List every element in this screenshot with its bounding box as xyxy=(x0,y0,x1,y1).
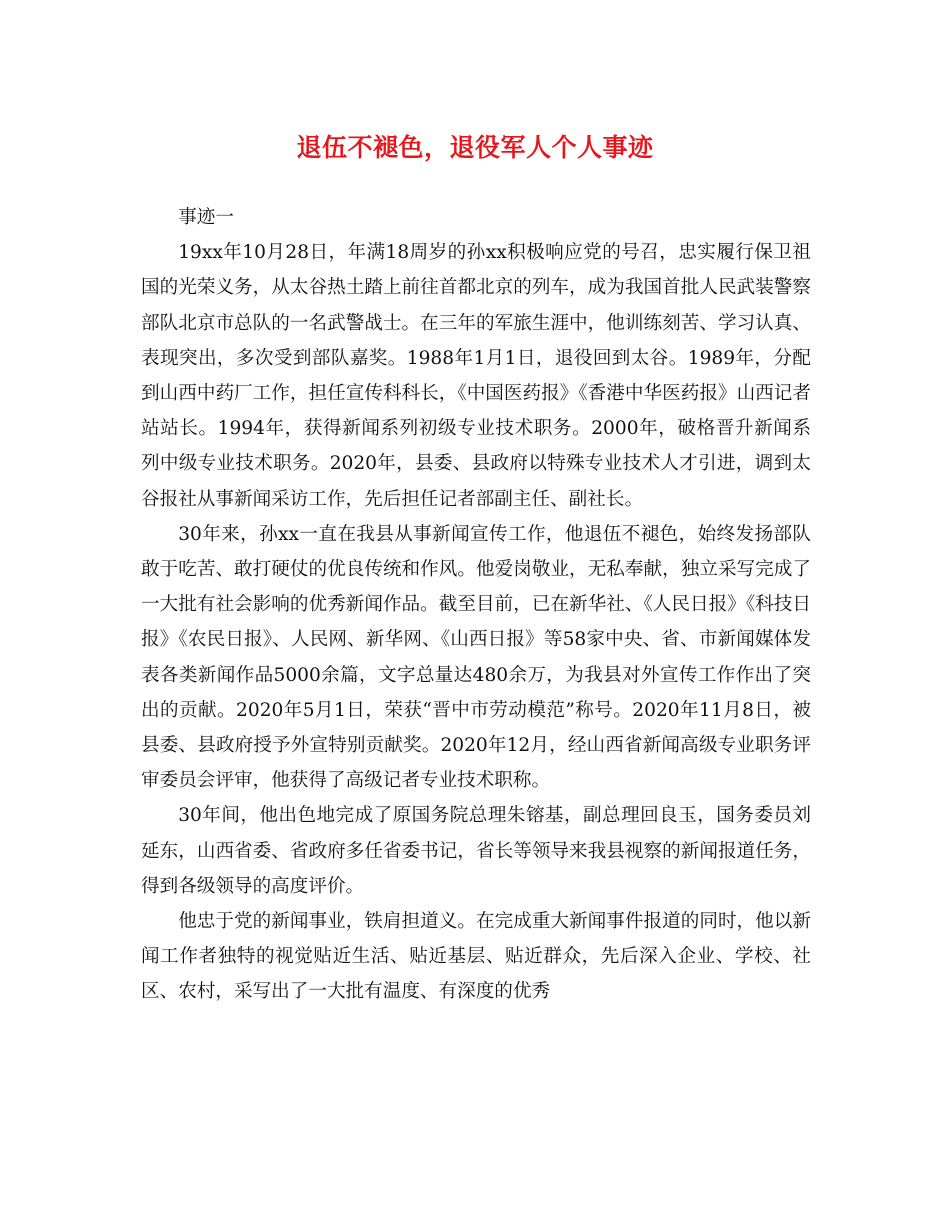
paragraph: 30年间，他出色地完成了原国务院总理朱镕基，副总理回良玉，国务委员刘延东，山西省委、省政府多任省委书记，省长等领导来我县视察的新闻报道任务，得到各级领导的高度评价。 xyxy=(141,805,811,897)
document-body xyxy=(141,200,811,1010)
paragraph: 他忠于党的新闻事业，铁肩担道义。在完成重大新闻事件报道的同时，他以新闻工作者独特的视觉贴近生活、贴近基层、贴近群众，先后深入企业、学校、社区、农村，采写出了一大批有温度、有深度的优秀 xyxy=(141,911,811,1003)
document-title: 退伍不褪色，退役军人个人事迹 xyxy=(296,133,654,162)
section-heading: 事迹一 xyxy=(178,207,234,228)
paragraph: 19xx年10月28日，年满18周岁的孙xx积极响应党的号召，忠实履行保卫祖国的光荣义务，从太谷热土踏上前往首都北京的列车，成为我国首批人民武装警察部队北京市总队的一名武警战士。在三年的军旅生涯中，他训练刻苦、学习认真、表现突出，多次受到部队嘉奖。1988年1月1日，退役回到太谷。1989年，分配到山西中药厂工作，担任宣传科科长，《中国医药报》《香港中华医药报》山西记者站站长。1994年，获得新闻系列初级专业技术职务。2000年，破格晋升新闻系列中级专业技术职务。2020年，县委、县政府以特殊专业技术人才引进，调到太谷报社从事新闻采访工作，先后担任记者部副主任、副社长。 xyxy=(141,242,811,510)
paragraph: 30年来，孙xx一直在我县从事新闻宣传工作，他退伍不褪色，始终发扬部队敢于吃苦、敢打硬仗的优良传统和作风。他爱岗敬业，无私奉献，独立采写完成了一大批有社会影响的优秀新闻作品。截至目前，已在新华社、《人民日报》《科技日报》《农民日报》、人民网、新华网、《山西日报》等58家中央、省、市新闻媒体发表各类新闻作品5000余篇，文字总量达480余万，为我县对外宣传工作作出了突出的贡献。2020年5月1日，荣获“晋中市劳动模范”称号。2020年11月8日，被县委、县政府授予外宣特别贡献奖。2020年12月，经山西省新闻高级专业职务评审委员会评审，他获得了高级记者专业技术职称。 xyxy=(141,523,811,792)
